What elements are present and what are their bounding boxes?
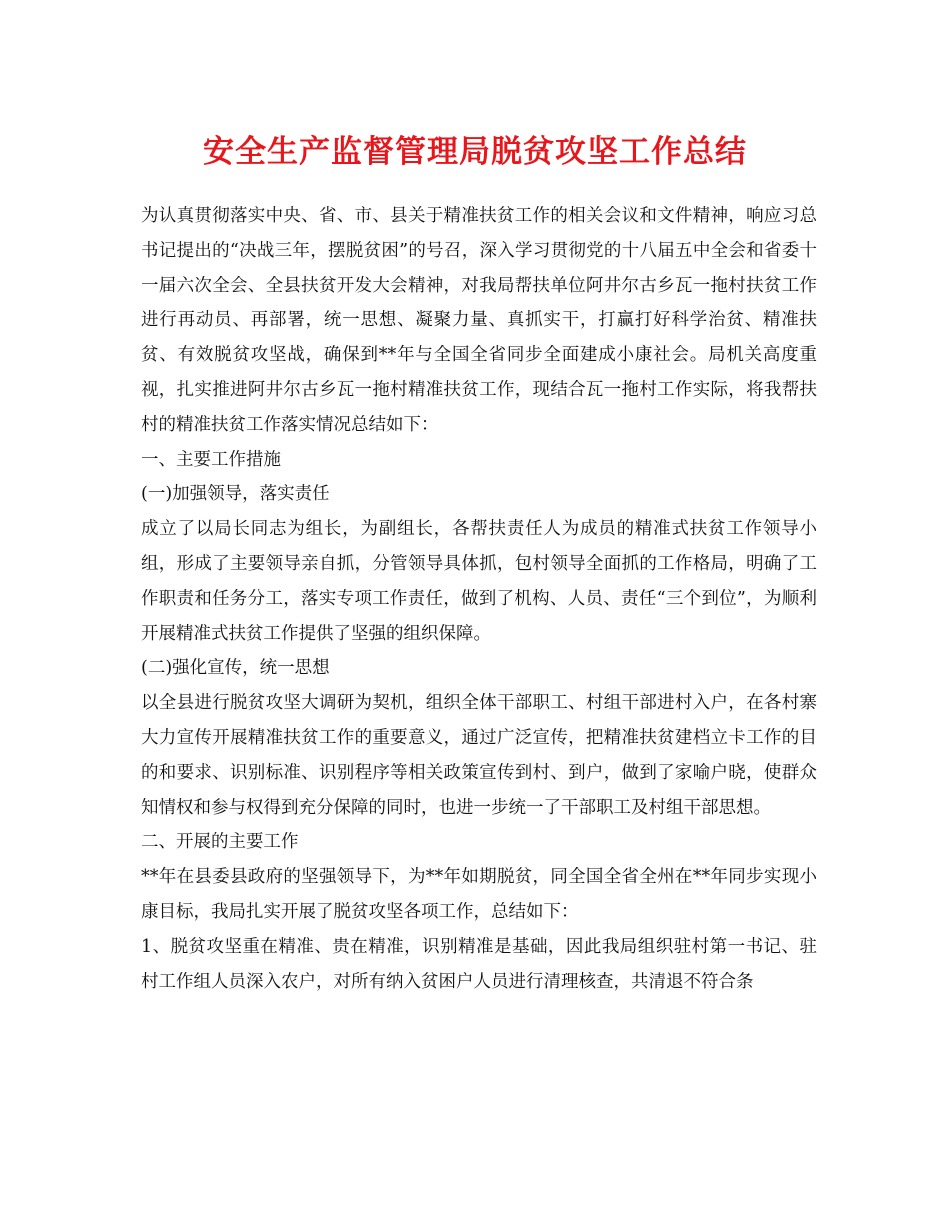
- paragraph-leadership: 成立了以局长同志为组长，为副组长，各帮扶责任人为成员的精准式扶贫工作领导小组，形成了主要领导亲自抓，分管领导具体抓，包村领导全面抓的工作格局，明确了工作职责和任务分工，落实专项工作责任，做到了机构、人员、责任“三个到位”，为顺利开展精准式扶贫工作提供了坚强的组织保障。: [141, 519, 817, 644]
- document-title: 安全生产监督管理局脱贫攻坚工作总结: [203, 134, 747, 170]
- paragraph-publicity: 以全县进行脱贫攻坚大调研为契机，组织全体干部职工、村组干部进村入户，在各村寨大力宣传开展精准扶贫工作的重要意义，通过广泛宣传，把精准扶贫建档立卡工作的目的和要求、识别标准、识别程序等相关政策宣传到村、到户，做到了家喻户晓，使群众知情权和参与权得到充分保障的同时，也进一步统一了干部职工及村组干部思想。: [141, 693, 817, 818]
- document-body: [141, 199, 817, 999]
- paragraph-main-work: **年在县委县政府的坚强领导下，为**年如期脱贫，同全国全省全州在**年同步实现小康目标，我局扎实开展了脱贫攻坚各项工作，总结如下：: [141, 867, 817, 922]
- subsection-heading-leadership: (一)加强领导，落实责任: [141, 484, 330, 505]
- subsection-heading-publicity: (二)强化宣传，统一思想: [141, 658, 330, 679]
- paragraph-intro: 为认真贯彻落实中央、省、市、县关于精准扶贫工作的相关会议和文件精神，响应习总书记提出的“决战三年，摆脱贫困”的号召，深入学习贯彻党的十八届五中全会和省委十一届六次全会、全县扶贫开发大会精神，对我局帮扶单位阿井尔古乡瓦一拖村扶贫工作进行再动员、再部署，统一思想、凝聚力量、真抓实干，打赢打好科学治贫、精准扶贫、有效脱贫攻坚战，确保到**年与全国全省同步全面建成小康社会。局机关高度重视，扎实推进阿井尔古乡瓦一拖村精准扶贫工作，现结合瓦一拖村工作实际，将我帮扶村的精准扶贫工作落实情况总结如下：: [141, 206, 817, 435]
- section-heading-main-measures: 一、主要工作措施: [141, 449, 281, 470]
- section-heading-main-work: 二、开展的主要工作: [141, 832, 299, 853]
- paragraph-item-1: 1、脱贫攻坚重在精准、贵在精准，识别精准是基础，因此我局组织驻村第一书记、驻村工作组人员深入农户，对所有纳入贫困户人员进行清理核查，共清退不符合条: [141, 936, 817, 992]
